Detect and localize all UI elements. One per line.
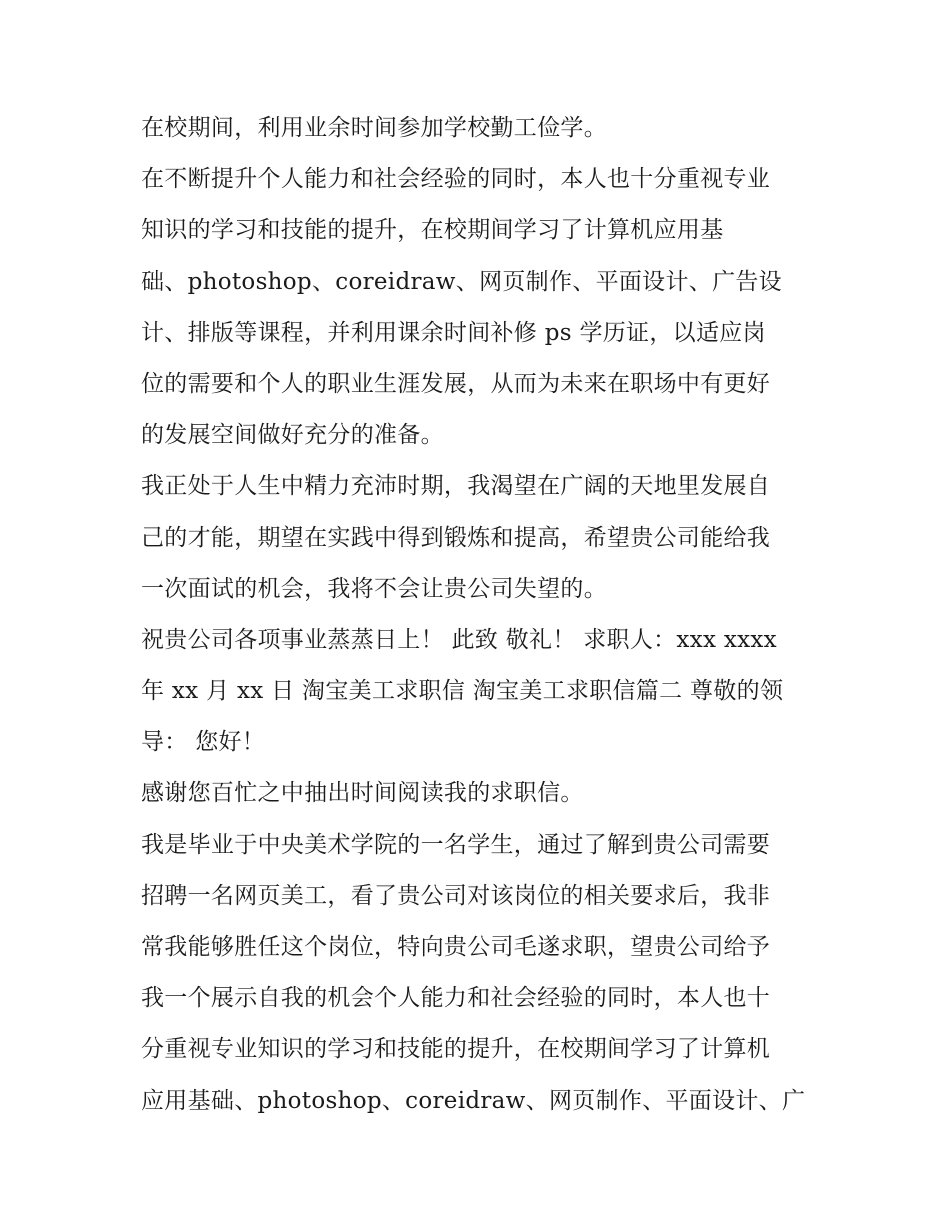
text-line: 知识的学习和技能的提升，在校期间学习了计算机应用基 bbox=[141, 217, 724, 244]
document-body bbox=[141, 103, 821, 1127]
text-line: 感谢您百忙之中抽出时间阅读我的求职信。 bbox=[141, 780, 584, 807]
text-line: 祝贵公司各项事业蒸蒸日上！ 此致 敬礼！ 求职人：xxx xxxx bbox=[141, 626, 777, 653]
text-line: 的发展空间做好充分的准备。 bbox=[141, 422, 444, 449]
text-line: 在校期间，利用业余时间参加学校勤工俭学。 bbox=[141, 115, 607, 141]
text-line: 年 xx 月 xx 日 淘宝美工求职信 淘宝美工求职信篇二 尊敬的领 bbox=[141, 678, 784, 705]
text-line: 我正处于人生中精力充沛时期，我渴望在广阔的天地里发展自 bbox=[141, 473, 771, 500]
text-line: 一次面试的机会，我将不会让贵公司失望的。 bbox=[141, 575, 607, 602]
text-line: 计、排版等课程，并利用课余时间补修 ps 学历证，以适应岗 bbox=[141, 319, 766, 346]
text-line: 我一个展示自我的机会个人能力和社会经验的同时，本人也十 bbox=[141, 985, 771, 1012]
text-line: 导： 您好！ bbox=[141, 729, 266, 756]
text-line: 常我能够胜任这个岗位，特向贵公司毛遂求职，望贵公司给予 bbox=[141, 934, 771, 960]
text-line: 位的需要和个人的职业生涯发展，从而为未来在职场中有更好 bbox=[141, 370, 771, 397]
text-line: 己的才能，期望在实践中得到锻炼和提高，希望贵公司能给我 bbox=[141, 524, 771, 551]
text-line: 我是毕业于中央美术学院的一名学生，通过了解到贵公司需要 bbox=[141, 831, 771, 858]
text-line: 招聘一名网页美工，看了贵公司对该岗位的相关要求后，我非 bbox=[141, 882, 771, 909]
text-line: 应用基础、photoshop、coreidraw、网页制作、平面设计、广 bbox=[141, 1087, 806, 1114]
text-line: 分重视专业知识的学习和技能的提升，在校期间学习了计算机 bbox=[141, 1036, 771, 1063]
text-line: 础、photoshop、coreidraw、网页制作、平面设计、广告设 bbox=[141, 268, 782, 295]
text-line: 在不断提升个人能力和社会经验的同时，本人也十分重视专业 bbox=[141, 166, 771, 193]
